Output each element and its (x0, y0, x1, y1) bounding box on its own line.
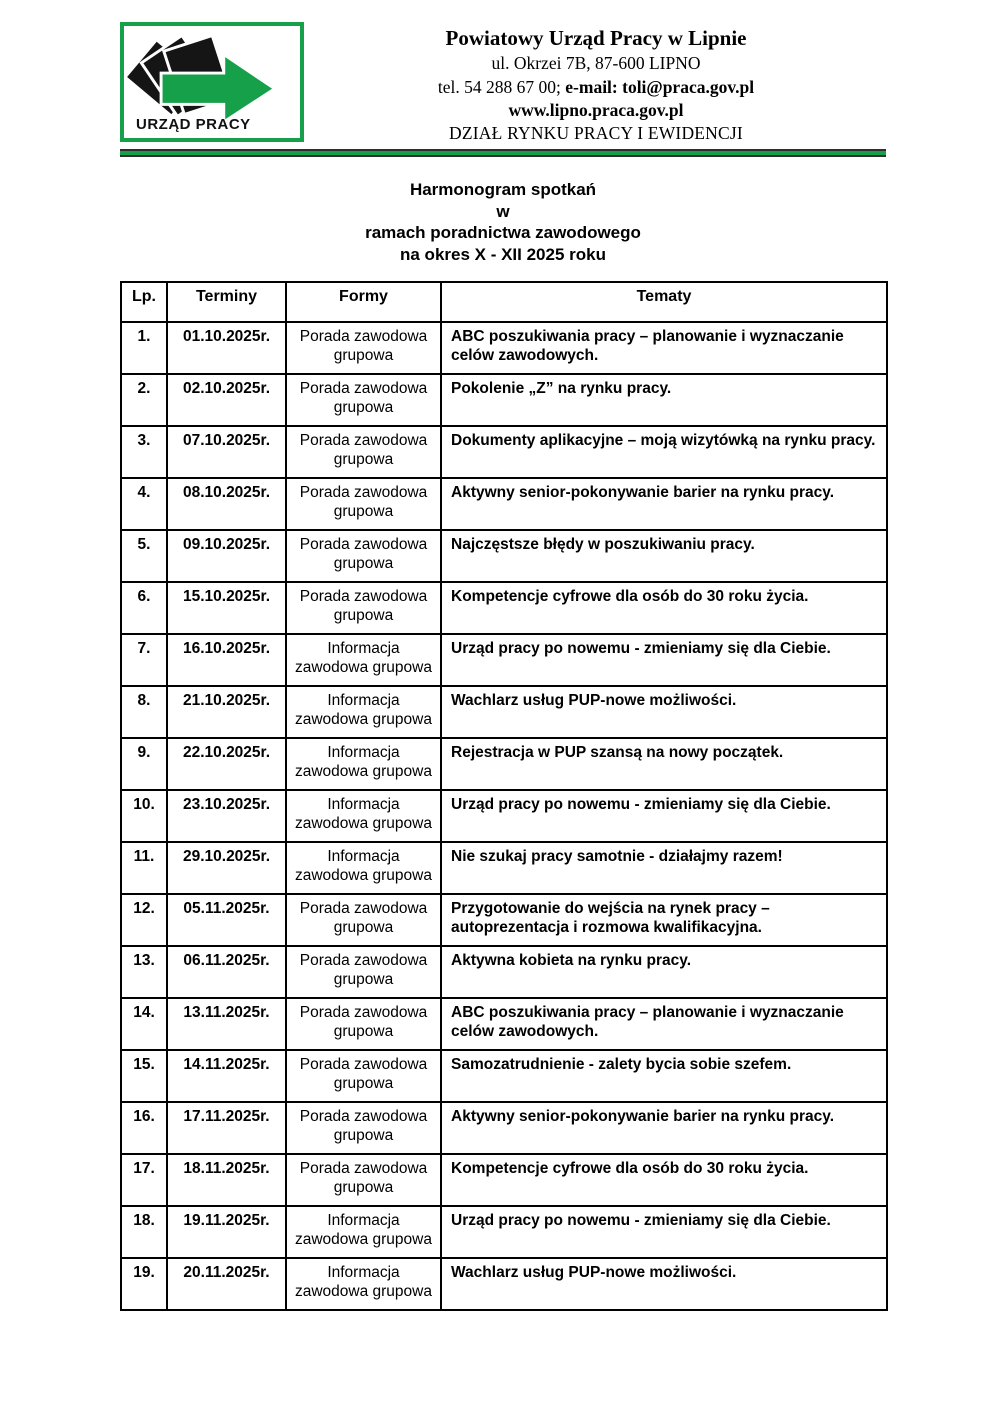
topic-cell: Nie szukaj pracy samotnie - działajmy razem! (441, 842, 887, 894)
row-number-cell: 18. (121, 1206, 167, 1258)
table-row (121, 738, 887, 790)
date-cell: 14.11.2025r. (167, 1050, 286, 1102)
form-cell: Porada zawodowa grupowa (286, 374, 441, 426)
table-row (121, 1050, 887, 1102)
topic-cell: Rejestracja w PUP szansą na nowy początek. (441, 738, 887, 790)
topic-cell: Dokumenty aplikacyjne – moją wizytówką na rynku pracy. (441, 426, 887, 478)
table-row (121, 1102, 887, 1154)
topic-cell: Urząd pracy po nowemu - zmieniamy się dla Ciebie. (441, 1206, 887, 1258)
topic-cell: Aktywny senior-pokonywanie barier na rynku pracy. (441, 1102, 887, 1154)
title-line-2: w (496, 201, 510, 221)
date-cell: 29.10.2025r. (167, 842, 286, 894)
topic-cell: Aktywny senior-pokonywanie barier na rynku pracy. (441, 478, 887, 530)
table-row (121, 894, 887, 946)
row-number-cell: 3. (121, 426, 167, 478)
date-cell: 19.11.2025r. (167, 1206, 286, 1258)
table-row (121, 1154, 887, 1206)
row-number-cell: 7. (121, 634, 167, 686)
topic-cell: Samozatrudnienie - zalety bycia sobie szefem. (441, 1050, 887, 1102)
date-cell: 23.10.2025r. (167, 790, 286, 842)
date-cell: 01.10.2025r. (167, 322, 286, 374)
table-row (121, 1206, 887, 1258)
schedule-table-body (121, 322, 887, 1310)
date-cell: 18.11.2025r. (167, 1154, 286, 1206)
title-line-3: ramach poradnictwa zawodowego (365, 223, 641, 243)
column-header-tematy: Tematy (441, 282, 887, 322)
organization-name: Powiatowy Urząd Pracy w Lipnie (445, 26, 747, 50)
form-cell: Porada zawodowa grupowa (286, 1154, 441, 1206)
table-row (121, 582, 887, 634)
row-number-cell: 1. (121, 322, 167, 374)
date-cell: 15.10.2025r. (167, 582, 286, 634)
table-row (121, 1258, 887, 1310)
phone-text: tel. 54 288 67 00; (437, 76, 566, 97)
row-number-cell: 2. (121, 374, 167, 426)
form-cell: Informacja zawodowa grupowa (286, 686, 441, 738)
row-number-cell: 6. (121, 582, 167, 634)
row-number-cell: 14. (121, 998, 167, 1050)
form-cell: Porada zawodowa grupowa (286, 998, 441, 1050)
table-row (121, 634, 887, 686)
table-row (121, 998, 887, 1050)
form-cell: Porada zawodowa grupowa (286, 478, 441, 530)
department-line: DZIAŁ RYNKU PRACY I EWIDENCJI (449, 123, 743, 144)
row-number-cell: 19. (121, 1258, 167, 1310)
form-cell: Porada zawodowa grupowa (286, 1050, 441, 1102)
website-text: www.lipno.praca.gov.pl (508, 100, 684, 120)
row-number-cell: 16. (121, 1102, 167, 1154)
table-row (121, 426, 887, 478)
row-number-cell: 10. (121, 790, 167, 842)
form-cell: Porada zawodowa grupowa (286, 582, 441, 634)
document-title (120, 179, 886, 266)
logo-label: URZĄD PRACY (136, 116, 251, 133)
title-line-1: Harmonogram spotkań (409, 179, 597, 199)
topic-cell: Urząd pracy po nowemu - zmieniamy się dla Ciebie. (441, 790, 887, 842)
date-cell: 07.10.2025r. (167, 426, 286, 478)
topic-cell: Kompetencje cyfrowe dla osób do 30 roku życia. (441, 582, 887, 634)
title-line-4: na okres X - XII 2025 roku (400, 245, 606, 265)
date-cell: 16.10.2025r. (167, 634, 286, 686)
row-number-cell: 12. (121, 894, 167, 946)
table-row (121, 322, 887, 374)
table-row (121, 842, 887, 894)
row-number-cell: 4. (121, 478, 167, 530)
date-cell: 21.10.2025r. (167, 686, 286, 738)
form-cell: Informacja zawodowa grupowa (286, 842, 441, 894)
date-cell: 06.11.2025r. (167, 946, 286, 998)
row-number-cell: 9. (121, 738, 167, 790)
column-header-terminy: Terminy (167, 282, 286, 322)
form-cell: Informacja zawodowa grupowa (286, 634, 441, 686)
topic-cell: ABC poszukiwania pracy – planowanie i wyznaczanie celów zawodowych. (441, 998, 887, 1050)
row-number-cell: 8. (121, 686, 167, 738)
form-cell: Informacja zawodowa grupowa (286, 738, 441, 790)
email-text: e-mail: toli@praca.gov.pl (565, 76, 755, 97)
form-cell: Porada zawodowa grupowa (286, 322, 441, 374)
form-cell: Porada zawodowa grupowa (286, 894, 441, 946)
form-cell: Porada zawodowa grupowa (286, 1102, 441, 1154)
column-header-lp: Lp. (121, 282, 167, 322)
topic-cell: Najczęstsze błędy w poszukiwaniu pracy. (441, 530, 887, 582)
form-cell: Informacja zawodowa grupowa (286, 790, 441, 842)
date-cell: 09.10.2025r. (167, 530, 286, 582)
table-row (121, 478, 887, 530)
topic-cell: Wachlarz usług PUP-nowe możliwości. (441, 686, 887, 738)
date-cell: 20.11.2025r. (167, 1258, 286, 1310)
form-cell: Informacja zawodowa grupowa (286, 1206, 441, 1258)
schedule-table (120, 281, 888, 1311)
address-line: ul. Okrzei 7B, 87-600 LIPNO (491, 53, 701, 74)
date-cell: 08.10.2025r. (167, 478, 286, 530)
table-row (121, 686, 887, 738)
topic-cell: ABC poszukiwania pracy – planowanie i wyznaczanie celów zawodowych. (441, 322, 887, 374)
column-header-formy: Formy (286, 282, 441, 322)
table-row (121, 530, 887, 582)
form-cell: Porada zawodowa grupowa (286, 426, 441, 478)
contact-block (304, 22, 888, 146)
date-cell: 02.10.2025r. (167, 374, 286, 426)
row-number-cell: 11. (121, 842, 167, 894)
topic-cell: Kompetencje cyfrowe dla osób do 30 roku życia. (441, 1154, 887, 1206)
row-number-cell: 17. (121, 1154, 167, 1206)
date-cell: 13.11.2025r. (167, 998, 286, 1050)
row-number-cell: 5. (121, 530, 167, 582)
row-number-cell: 13. (121, 946, 167, 998)
topic-cell: Aktywna kobieta na rynku pracy. (441, 946, 887, 998)
form-cell: Porada zawodowa grupowa (286, 530, 441, 582)
logo-graphic (124, 28, 300, 122)
topic-cell: Pokolenie „Z” na rynku pracy. (441, 374, 887, 426)
date-cell: 17.11.2025r. (167, 1102, 286, 1154)
letterhead (120, 22, 888, 146)
date-cell: 05.11.2025r. (167, 894, 286, 946)
date-cell: 22.10.2025r. (167, 738, 286, 790)
table-header-row (121, 282, 887, 322)
urzad-pracy-logo (120, 22, 304, 142)
table-row (121, 946, 887, 998)
phone-email-line (304, 76, 888, 99)
table-row (121, 374, 887, 426)
form-cell: Porada zawodowa grupowa (286, 946, 441, 998)
table-row (121, 790, 887, 842)
topic-cell: Urząd pracy po nowemu - zmieniamy się dla Ciebie. (441, 634, 887, 686)
topic-cell: Wachlarz usług PUP-nowe możliwości. (441, 1258, 887, 1310)
divider-rule (120, 149, 886, 157)
topic-cell: Przygotowanie do wejścia na rynek pracy – autoprezentacja i rozmowa kwalifikacyjna. (441, 894, 887, 946)
row-number-cell: 15. (121, 1050, 167, 1102)
form-cell: Informacja zawodowa grupowa (286, 1258, 441, 1310)
